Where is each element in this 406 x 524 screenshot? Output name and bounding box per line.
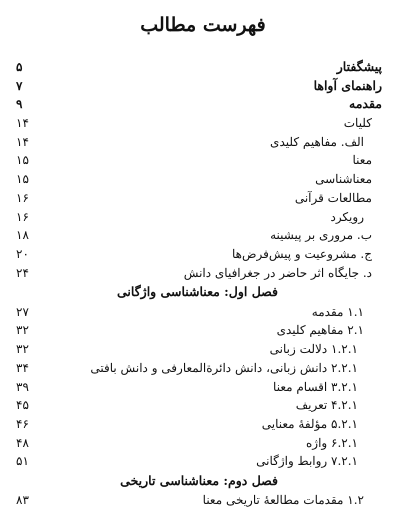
toc-page-number: ۱۸ xyxy=(16,228,29,243)
toc-entry[interactable] xyxy=(0,264,406,283)
toc-entry[interactable] xyxy=(0,303,406,322)
toc-entry[interactable] xyxy=(0,415,406,434)
toc-entry[interactable] xyxy=(0,396,406,415)
toc-entry-title: ۱.۱ مقدمه xyxy=(311,304,364,319)
toc-page-number: ۴۸ xyxy=(16,435,29,450)
toc-page-number: ۲۴ xyxy=(16,265,29,280)
toc-entry[interactable] xyxy=(0,340,406,359)
toc-entry[interactable] xyxy=(0,114,406,133)
toc-page-number: ۳۴ xyxy=(16,360,29,375)
toc-page-number: ۲۰ xyxy=(16,246,29,261)
toc-entry-title: ب. مروری بر پیشینه xyxy=(270,228,372,243)
toc-entry[interactable] xyxy=(0,58,406,77)
table-of-contents xyxy=(0,58,406,510)
toc-page-number: ۴۵ xyxy=(16,398,29,413)
toc-page-number: ۴۶ xyxy=(16,416,29,431)
toc-entry[interactable] xyxy=(0,434,406,453)
toc-page-number: ۲۷ xyxy=(16,304,29,319)
toc-page-number: ۵۱ xyxy=(16,454,29,469)
toc-entry[interactable] xyxy=(0,133,406,152)
toc-entry-title: ۳.۲.۱ اقسام معنا xyxy=(273,379,358,394)
toc-entry-title: فصل اول: معناشناسی واژگانی xyxy=(117,284,278,300)
toc-entry-title: پیشگفتار xyxy=(336,59,382,74)
toc-entry[interactable] xyxy=(0,95,406,114)
toc-entry-title: مقدمه xyxy=(349,96,382,112)
toc-entry-title: ۵.۲.۱ مؤلفهٔ معنایی xyxy=(261,416,358,431)
toc-entry[interactable] xyxy=(0,378,406,397)
toc-entry-title: الف. مفاهیم کلیدی xyxy=(270,134,364,149)
toc-page-number: ۱۶ xyxy=(16,209,29,224)
toc-entry-title: رویکرد xyxy=(330,209,364,224)
toc-entry[interactable] xyxy=(0,151,406,170)
toc-entry-title: ۷.۲.۱ روابط واژگانی xyxy=(256,454,358,469)
toc-page-number: ۷ xyxy=(16,78,23,93)
toc-entry[interactable] xyxy=(0,208,406,227)
toc-entry[interactable] xyxy=(0,452,406,471)
page-title: فهرست مطالب xyxy=(140,14,266,36)
toc-entry-title: ۲.۱ مفاهیم کلیدی xyxy=(276,323,364,338)
toc-entry-title: معنا xyxy=(352,153,372,168)
toc-page-number: ۹ xyxy=(16,97,23,112)
toc-page-number: ۱۶ xyxy=(16,190,29,205)
toc-entry-title: د. جایگاه اثر حاضر در جغرافیای دانش xyxy=(183,265,372,280)
toc-entry-title: فصل دوم: معناشناسی تاریخی xyxy=(120,472,278,488)
toc-chapter-heading[interactable] xyxy=(0,282,406,303)
toc-entry[interactable] xyxy=(0,189,406,208)
toc-entry-title: ۲.۲.۱ دانش زبانی، دانش دائرةالمعارفی و دانش بافتی xyxy=(90,360,358,375)
toc-entry-title: کلیات xyxy=(343,116,372,131)
toc-chapter-heading[interactable] xyxy=(0,471,406,492)
toc-page-number: ۱۴ xyxy=(16,134,29,149)
toc-entry-title: ۱.۲.۱ دلالت زبانی xyxy=(269,342,358,357)
toc-entry-title: ۶.۲.۱ واژه xyxy=(306,435,358,450)
toc-page-number: ۸۳ xyxy=(16,493,29,508)
toc-page-number: ۳۲ xyxy=(16,342,29,357)
toc-entry-title: ج. مشروعیت و پیش‌فرض‌ها xyxy=(231,246,372,261)
toc-entry[interactable] xyxy=(0,226,406,245)
toc-page-number: ۱۵ xyxy=(16,172,29,187)
toc-entry-title: معناشناسی xyxy=(315,172,372,187)
toc-entry[interactable] xyxy=(0,359,406,378)
toc-page-number: ۵ xyxy=(16,60,23,74)
toc-entry-title: راهنمای آواها xyxy=(313,77,382,93)
toc-entry[interactable] xyxy=(0,321,406,340)
toc-page-number: ۱۵ xyxy=(16,153,29,168)
toc-entry-title: ۱.۲ مقدمات مطالعهٔ تاریخی معنا xyxy=(202,493,364,508)
toc-page-number: ۳۲ xyxy=(16,323,29,338)
toc-entry[interactable] xyxy=(0,491,406,510)
toc-entry-title: ۴.۲.۱ تعریف xyxy=(295,398,358,413)
toc-entry-title: مطالعات قرآنی xyxy=(294,190,372,205)
toc-page-number: ۱۴ xyxy=(16,116,29,131)
toc-entry[interactable] xyxy=(0,245,406,264)
toc-entry[interactable] xyxy=(0,77,406,96)
toc-page-number: ۳۹ xyxy=(16,379,29,394)
toc-entry[interactable] xyxy=(0,170,406,189)
